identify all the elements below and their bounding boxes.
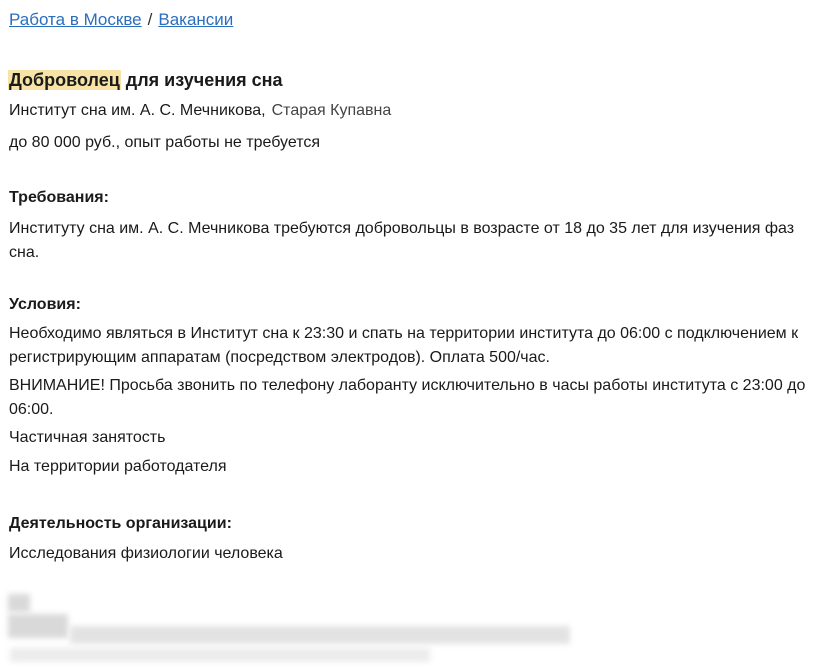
organization-heading: Деятельность организации: xyxy=(9,515,232,532)
conditions-heading: Условия: xyxy=(9,296,81,313)
conditions-text: Необходимо являться в Институт сна к 23:30 и спать на территории института до 06:00 с подключением к регистрирующим аппаратам (посредством электродов). Оплата 500/час. xyxy=(9,325,799,366)
breadcrumb-link-vacancies[interactable]: Вакансии xyxy=(158,10,234,29)
conditions-warning: ВНИМАНИЕ! Просьба звонить по телефону лаборанту исключительно в часы работы института с 23:00 до 06:00. xyxy=(9,377,806,418)
company-line xyxy=(9,99,391,123)
blur-block xyxy=(8,594,30,612)
organization-text: Исследования физиологии человека xyxy=(9,545,283,562)
vacancy-title xyxy=(8,67,283,93)
blur-block xyxy=(8,614,68,638)
vacancy-title-rest: для изучения сна xyxy=(120,70,283,90)
employment-type: Частичная занятость xyxy=(9,429,166,446)
breadcrumb xyxy=(9,8,233,32)
blur-block xyxy=(10,648,430,662)
breadcrumb-link-jobs-moscow[interactable]: Работа в Москве xyxy=(9,10,142,29)
company-location: Старая Купавна xyxy=(271,102,392,119)
breadcrumb-separator: / xyxy=(147,10,153,29)
requirements-text: Институту сна им. А. С. Мечникова требуются добровольцы в возрасте от 18 до 35 лет для изучения фаз сна. xyxy=(9,220,795,261)
blur-block xyxy=(70,626,570,644)
requirements-heading: Требования: xyxy=(9,189,109,206)
salary-line: до 80 000 руб., опыт работы не требуется xyxy=(9,134,321,151)
company-name: Институт сна им. А. С. Мечникова, xyxy=(9,102,266,119)
vacancy-title-highlight: Доброволец xyxy=(9,70,120,90)
workplace-type: На территории работодателя xyxy=(9,458,227,475)
